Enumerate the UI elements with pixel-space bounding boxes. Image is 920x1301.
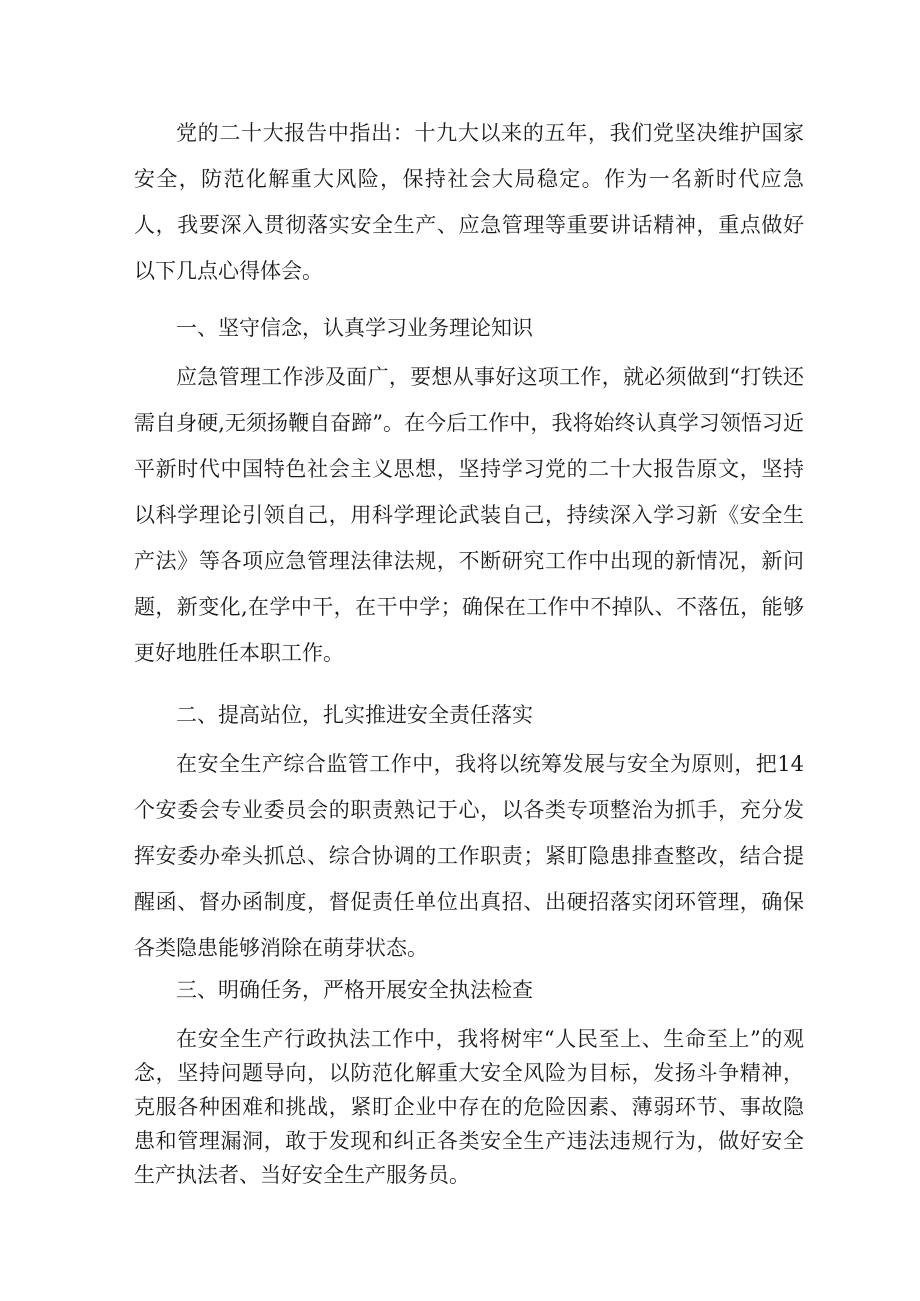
section-2-paragraph: 在安全生产综合监管工作中，我将以统筹发展与安全为原则，把14个安委会专业委员会的职责熟记于心，以各类专项整治为抓手，充分发挥安委办牵头抓总、综合协调的工作职责；紧盯隐患排查整改，结合提醒函、督办函制度，督促责任单位出真招、出硬招落实闭环管理，确保各类隐患能够消除在萌芽状态。 <box>134 752 804 960</box>
section-3-paragraph: 在安全生产行政执法工作中，我将树牢“人民至上、生命至上”的观念，坚持问题导向，以防范化解重大安全风险为目标，发扬斗争精神，克服各种困难和挑战，紧盯企业中存在的危险因素、薄弱环节、事故隐患和管理漏洞，敢于发现和纠正各类安全生产违法违规行为，做好安全生产执法者、当好安全生产服务员。 <box>134 1027 804 1187</box>
section-heading-3: 三、明确任务，严格开展安全执法检查 <box>176 978 533 1002</box>
intro-paragraph: 党的二十大报告中指出：十九大以来的五年，我们党坚决维护国家安全，防范化解重大风险，保持社会大局稳定。作为一名新时代应急人，我要深入贯彻落实安全生产、应急管理等重要讲话精神，重点做好以下几点心得体会。 <box>134 121 804 283</box>
section-heading-2: 二、提高站位，扎实推进安全责任落实 <box>176 703 533 727</box>
section-heading-1: 一、坚守信念，认真学习业务理论知识 <box>176 316 533 340</box>
section-1-paragraph: 应急管理工作涉及面广，要想从事好这项工作，就必须做到“打铁还需自身硬,无须扬鞭自奋蹄”。在今后工作中，我将始终认真学习领悟习近平新时代中国特色社会主义思想，坚持学习党的二十大报告原文，坚持以科学理论引领自己，用科学理论武装自己，持续深入学习新《安全生产法》等各项应急管理法律法规，不断研究工作中出现的新情况，新问题，新变化,在学中干，在干中学；确保在工作中不掉队、不落伍，能够更好地胜任本职工作。 <box>134 365 804 665</box>
